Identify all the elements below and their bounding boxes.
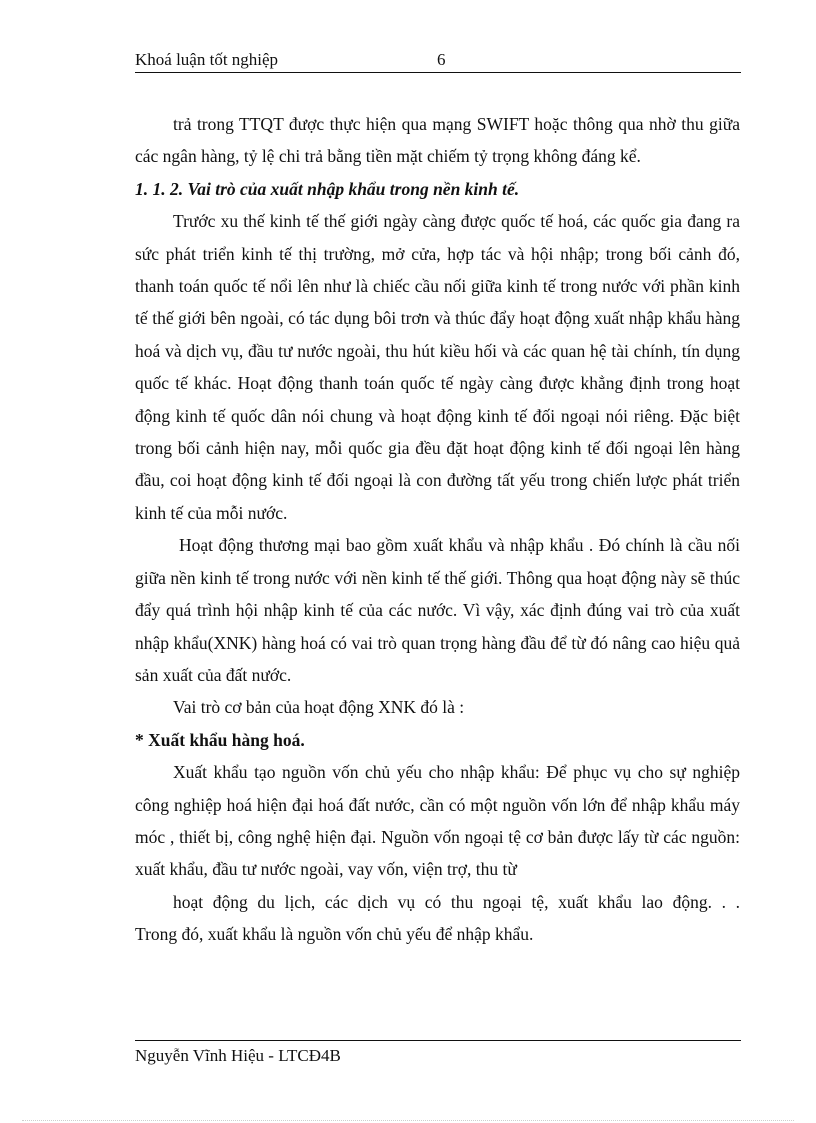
paragraph-6-line-1: hoạt động du lịch, các dịch vụ có thu ngoại tệ, xuất khẩu lao động. . .	[173, 891, 740, 912]
footer-author: Nguyễn Vĩnh Hiệu - LTCĐ4B	[135, 1046, 341, 1065]
page-header	[135, 48, 741, 73]
paragraph-5: Xuất khẩu tạo nguồn vốn chủ yếu cho nhập khẩu: Để phục vụ cho sự nghiệp công nghiệp hoá hiện đại hoá đất nước, cần có một nguồn vốn lớn để nhập khẩu máy móc , thiết bị, công nghệ hiện đại. Nguồn vốn ngoại tệ cơ bản được lấy từ các nguồn: xuất khẩu, đầu tư nước ngoài, vay vốn, viện trợ, thu từ	[135, 762, 740, 880]
page-footer	[135, 1040, 741, 1066]
paragraph-6	[135, 886, 740, 951]
paragraph-6-line-2: Trong đó, xuất khẩu là nguồn vốn chủ yếu để nhập khẩu.	[135, 924, 534, 945]
section-heading: 1. 1. 2. Vai trò của xuất nhập khẩu trong nền kinh tế.	[135, 178, 520, 199]
paragraph-2: Trước xu thế kinh tế thế giới ngày càng được quốc tế hoá, các quốc gia đang ra sức phát triển kinh tế thị trường, mở cửa, hợp tác và hội nhập; trong bối cảnh đó, thanh toán quốc tế nổi lên như là chiếc cầu nối giữa kinh tế trong nước với phần kinh tế thế giới bên ngoài, có tác dụng bôi trơn và thúc đẩy hoạt động xuất nhập khẩu hàng hoá và dịch vụ, đầu tư nước ngoài, thu hút kiều hối và các quan hệ tài chính, tín dụng quốc tế khác. Hoạt động thanh toán quốc tế ngày càng được khẳng định trong hoạt động kinh tế quốc dân nói chung và hoạt động kinh tế đối ngoại nói riêng. Đặc biệt trong bối cảnh hiện nay, mỗi quốc gia đều đặt hoạt động kinh tế đối ngoại lên hàng đầu, coi hoạt động kinh tế đối ngoại là con đường tất yếu trong chiến lược phát triển kinh tế của mỗi nước.	[135, 211, 740, 523]
header-title: Khoá luận tốt nghiệp	[135, 50, 279, 69]
paragraph-4: Vai trò cơ bản của hoạt động XNK đó là :	[173, 697, 465, 718]
subsection-heading: * Xuất khẩu hàng hoá.	[135, 729, 305, 750]
document-body	[135, 108, 740, 951]
paragraph-3: Hoạt động thương mại bao gồm xuất khẩu và nhập khẩu . Đó chính là cầu nối giữa nền kinh tế trong nước với nền kinh tế thế giới. Thông qua hoạt động này sẽ thúc đẩy quá trình hội nhập kinh tế của các nước. Vì vậy, xác định đúng vai trò của xuất nhập khẩu(XNK) hàng hoá có vai trò quan trọng hàng đầu để từ đó nâng cao hiệu quả sản xuất của đất nước.	[135, 535, 740, 685]
page-number: 6	[437, 50, 446, 69]
page-bottom-border	[22, 1120, 794, 1121]
paragraph-1: trả trong TTQT được thực hiện qua mạng SWIFT hoặc thông qua nhờ thu giữa các ngân hàng, tỷ lệ chi trả bằng tiền mặt chiếm tỷ trọng không đáng kể.	[135, 114, 740, 167]
